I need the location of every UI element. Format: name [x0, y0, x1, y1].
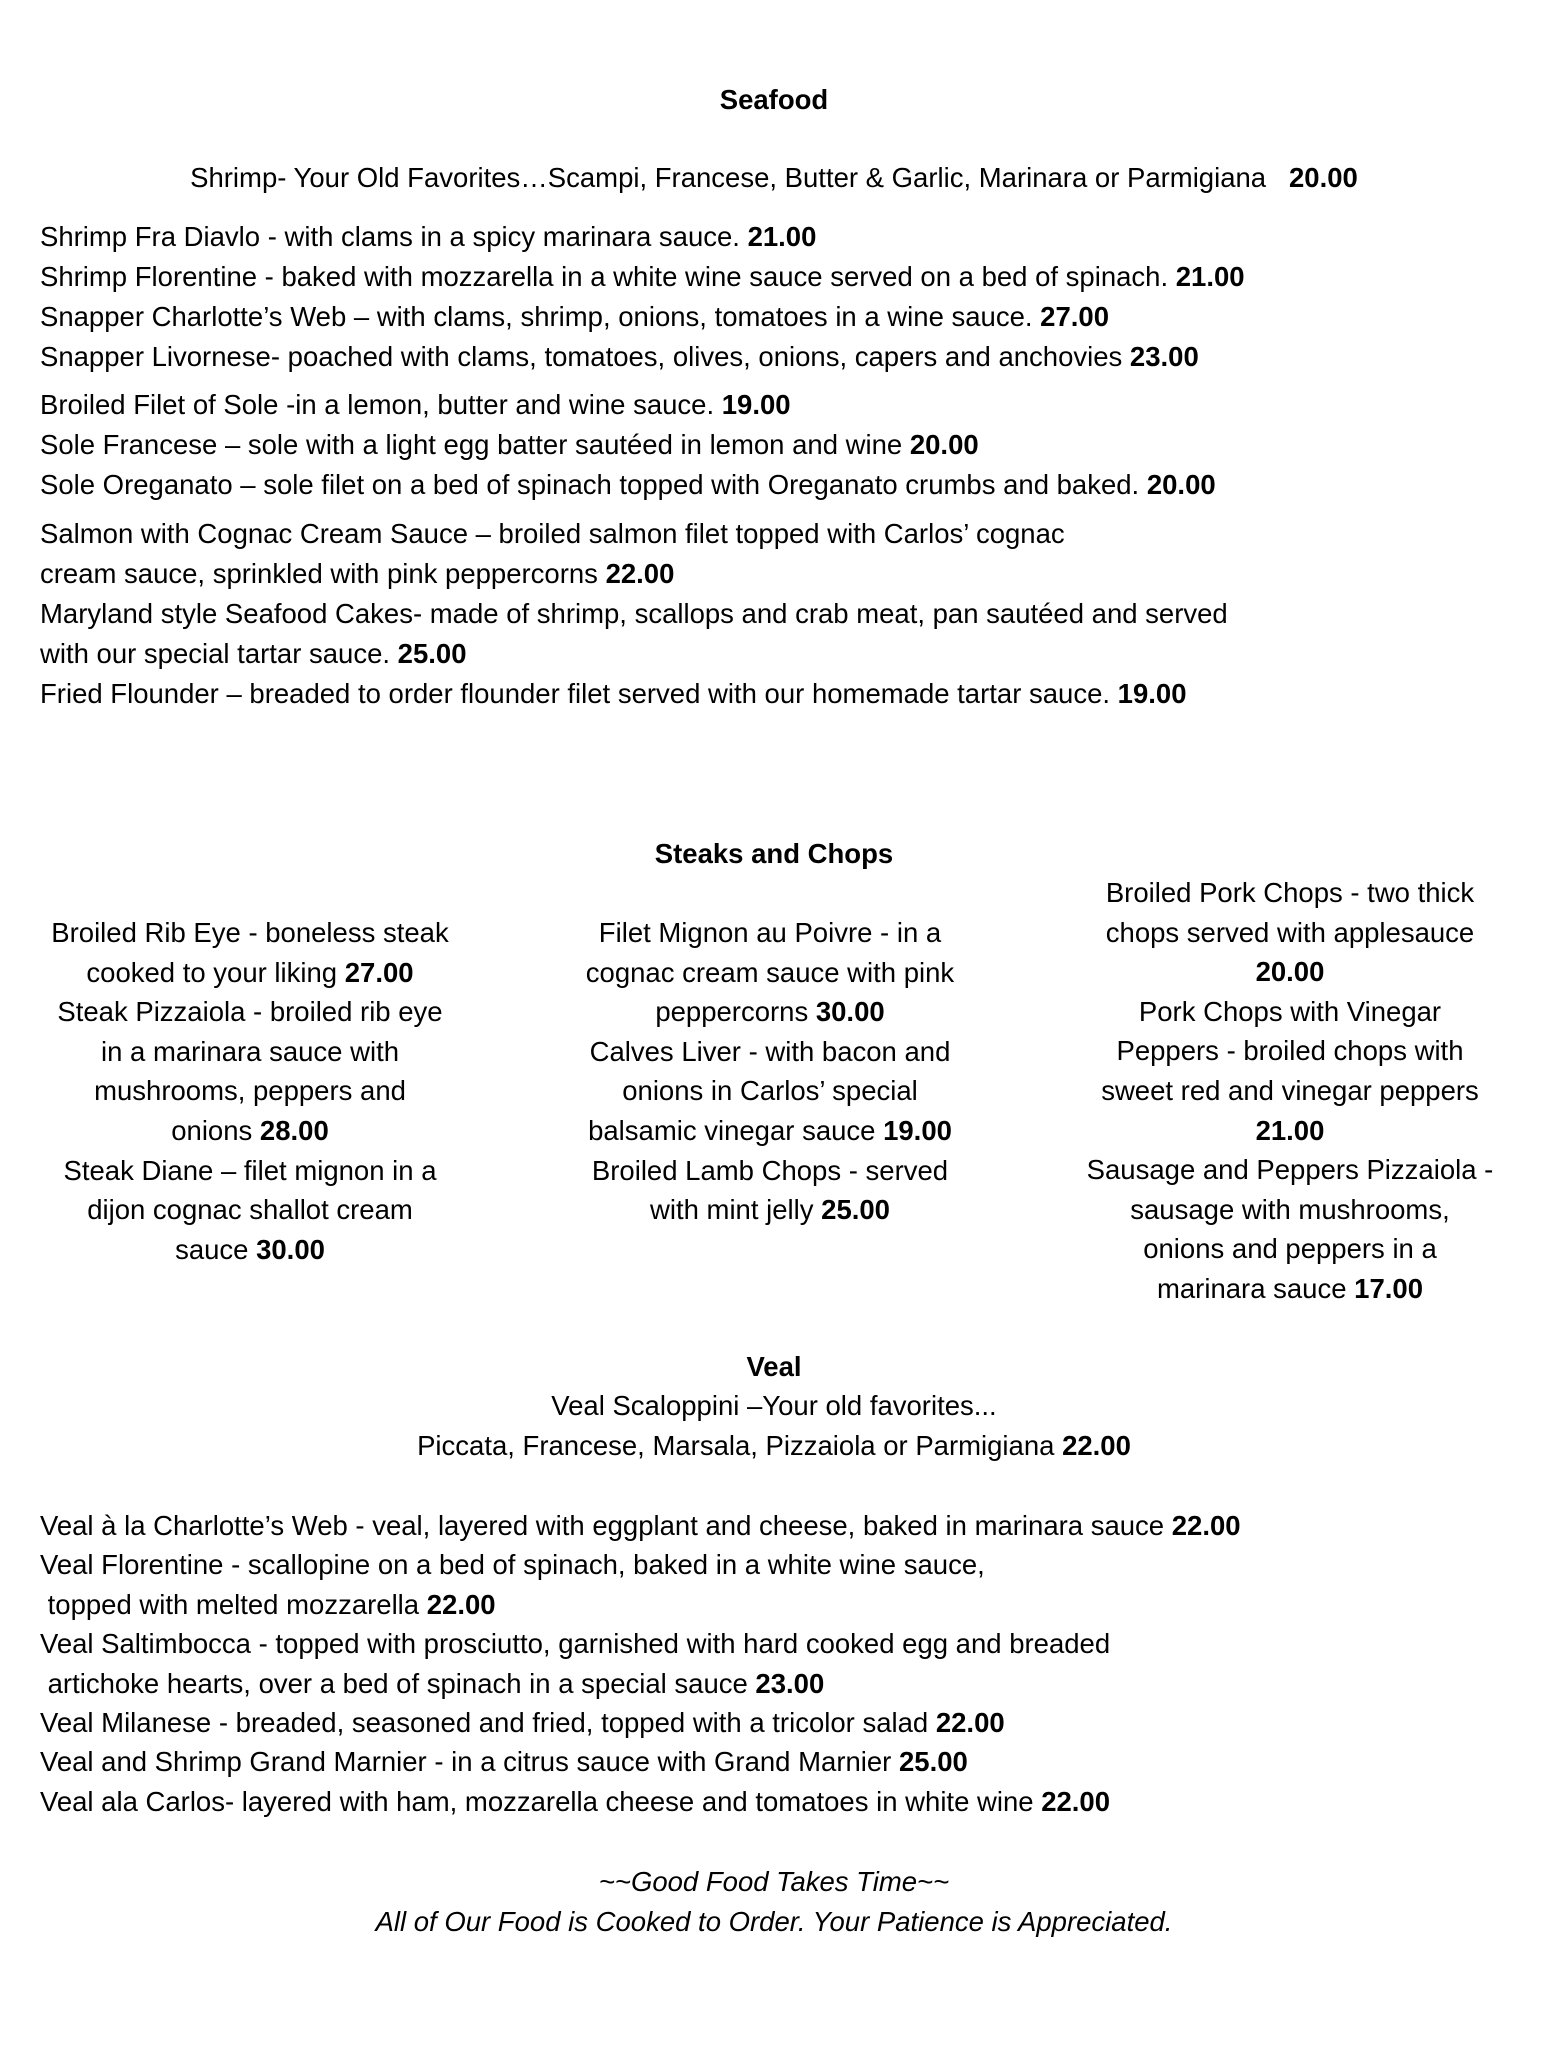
menu-line: sausage with mushrooms, — [1130, 1193, 1450, 1225]
menu-line: mushrooms, peppers and — [94, 1075, 406, 1107]
menu-line: Filet Mignon au Poivre - in a — [598, 917, 942, 948]
menu-item: Sole Oreganato – sole filet on a bed of spinach topped with Oreganato crumbs and baked. 20.00 — [40, 469, 1216, 500]
menu-item: cream sauce, sprinkled with pink peppercorns 22.00 — [40, 558, 675, 589]
menu-line: chops served with applesauce — [1105, 916, 1475, 948]
menu-item: Sole Francese – sole with a light egg batter sautéed in lemon and wine 20.00 — [40, 429, 979, 460]
seafood-group-1 — [40, 217, 1245, 377]
menu-line: with mint jelly 25.00 — [650, 1194, 890, 1226]
seafood-group-3 — [40, 514, 1228, 714]
menu-item: artichoke hearts, over a bed of spinach in a special sauce 23.00 — [40, 1667, 825, 1699]
seafood-intro-text: Shrimp- Your Old Favorites…Scampi, Francese, Butter & Garlic, Marinara or Parmigiana — [190, 162, 1267, 193]
menu-line: peppercorns 30.00 — [655, 996, 885, 1028]
menu-line: 20.00 — [1255, 956, 1325, 988]
menu-line: in a marinara sauce with — [100, 1035, 400, 1067]
menu-item: Salmon with Cognac Cream Sauce – broiled salmon filet topped with Carlos’ cognac — [40, 518, 1065, 549]
menu-item: Snapper Livornese- poached with clams, tomatoes, olives, onions, capers and anchovies 23.00 — [40, 341, 1199, 372]
menu-item: Veal Florentine - scallopine on a bed of spinach, baked in a white wine sauce, — [40, 1549, 985, 1581]
menu-line: balsamic vinegar sauce 19.00 — [588, 1114, 952, 1146]
menu-line: Broiled Rib Eye - boneless steak — [51, 917, 449, 948]
menu-line: marinara sauce 17.00 — [1156, 1272, 1423, 1304]
steaks-column-2 — [540, 913, 1000, 1230]
menu-item: Shrimp Florentine - baked with mozzarella in a white wine sauce served on a bed of spinach. 21.00 — [40, 261, 1245, 292]
menu-item: Fried Flounder – breaded to order flounder filet served with our homemade tartar sauce. 19.00 — [40, 678, 1187, 709]
menu-line: cognac cream sauce with pink — [585, 956, 955, 988]
menu-line: Broiled Pork Chops - two thick — [1105, 877, 1475, 908]
veal-items — [40, 1506, 1241, 1821]
seafood-intro-price: 20.00 — [1289, 162, 1358, 193]
menu-item: topped with melted mozzarella 22.00 — [40, 1588, 496, 1620]
menu-item: Veal and Shrimp Grand Marnier - in a citrus sauce with Grand Marnier 25.00 — [40, 1746, 968, 1778]
menu-item: Veal Milanese - breaded, seasoned and fried, topped with a tricolor salad 22.00 — [40, 1706, 1005, 1738]
menu-line: onions 28.00 — [171, 1114, 329, 1146]
footer-tagline: ~~Good Food Takes Time~~ — [598, 1866, 950, 1897]
seafood-intro — [0, 158, 1548, 198]
menu-line: sauce 30.00 — [175, 1233, 325, 1265]
menu-item: Veal Saltimbocca - topped with prosciutto, garnished with hard cooked egg and breaded — [40, 1628, 1111, 1660]
menu-line: Sausage and Peppers Pizzaiola - — [1086, 1154, 1494, 1186]
menu-item: Veal à la Charlotte’s Web - veal, layered with eggplant and cheese, baked in marinara sauce 22.00 — [40, 1510, 1241, 1541]
veal-heading: Veal — [746, 1351, 802, 1382]
menu-line: Broiled Lamb Chops - served — [591, 1154, 949, 1186]
menu-line: Pork Chops with Vinegar — [1138, 995, 1442, 1027]
menu-line: Peppers - broiled chops with — [1116, 1035, 1464, 1067]
menu-item: Broiled Filet of Sole -in a lemon, butter and wine sauce. 19.00 — [40, 389, 791, 420]
menu-item: Veal ala Carlos- layered with ham, mozzarella cheese and tomatoes in white wine 22.00 — [40, 1785, 1111, 1817]
menu-line: sweet red and vinegar peppers — [1101, 1074, 1479, 1106]
menu-item: Shrimp Fra Diavlo - with clams in a spicy marinara sauce. 21.00 — [40, 221, 817, 252]
footer-note: All of Our Food is Cooked to Order. Your Patience is Appreciated. — [375, 1906, 1173, 1937]
veal-intro-line-1: Veal Scaloppini –Your old favorites... — [551, 1390, 997, 1421]
menu-line: 21.00 — [1255, 1114, 1325, 1146]
menu-line: Calves Liver - with bacon and — [589, 1035, 951, 1067]
seafood-heading: Seafood — [719, 84, 829, 115]
menu-line: Steak Pizzaiola - broiled rib eye — [57, 996, 443, 1028]
menu-line: onions in Carlos’ special — [622, 1075, 918, 1107]
menu-item: with our special tartar sauce. 25.00 — [40, 638, 467, 669]
menu-item: Snapper Charlotte’s Web – with clams, shrimp, onions, tomatoes in a wine sauce. 27.00 — [40, 301, 1109, 332]
menu-item: Maryland style Seafood Cakes- made of shrimp, scallops and crab meat, pan sautéed and served — [40, 598, 1228, 629]
menu-line: onions and peppers in a — [1143, 1233, 1437, 1265]
steaks-heading: Steaks and Chops — [654, 838, 894, 869]
veal-intro-line-2: Piccata, Francese, Marsala, Pizzaiola or Parmigiana 22.00 — [417, 1430, 1131, 1461]
steaks-column-1 — [20, 913, 480, 1269]
menu-line: cooked to your liking 27.00 — [86, 956, 414, 988]
menu-line: dijon cognac shallot cream — [87, 1194, 413, 1226]
menu-line: Steak Diane – filet mignon in a — [63, 1154, 437, 1186]
steaks-column-3 — [1060, 873, 1520, 1309]
seafood-group-2 — [40, 385, 1216, 505]
